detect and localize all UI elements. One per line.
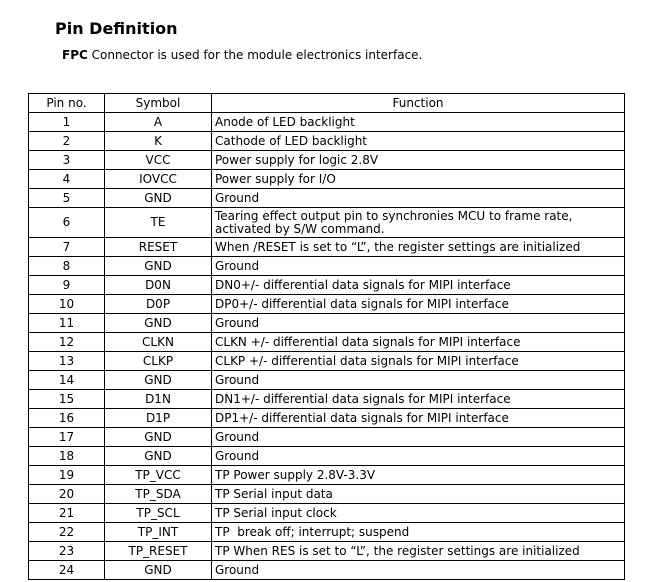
table-row (29, 333, 625, 352)
table-row (29, 561, 625, 580)
cell-symbol: GND (105, 561, 212, 580)
cell-pin: 24 (29, 561, 105, 580)
cell-function: DP0+/- differential data signals for MIPI interface (212, 295, 625, 314)
cell-function: Ground (212, 428, 625, 447)
cell-pin: 19 (29, 466, 105, 485)
cell-function: CLKP +/- differential data signals for MIPI interface (212, 352, 625, 371)
cell-symbol: GND (105, 428, 212, 447)
table-row (29, 485, 625, 504)
cell-function: DP1+/- differential data signals for MIPI interface (212, 409, 625, 428)
cell-symbol: GND (105, 314, 212, 333)
cell-symbol: GND (105, 447, 212, 466)
cell-symbol: IOVCC (105, 170, 212, 189)
cell-symbol: D1P (105, 409, 212, 428)
cell-function: Ground (212, 257, 625, 276)
table-row (29, 276, 625, 295)
header-function: Function (212, 94, 625, 113)
cell-pin: 7 (29, 238, 105, 257)
cell-function: Ground (212, 561, 625, 580)
header-symbol: Symbol (105, 94, 212, 113)
table-row (29, 208, 625, 238)
cell-function: Power supply for I/O (212, 170, 625, 189)
cell-function: Tearing effect output pin to synchronies MCU to frame rate, activated by S/W command. (212, 208, 625, 238)
cell-function: TP Power supply 2.8V-3.3V (212, 466, 625, 485)
cell-symbol: TP_VCC (105, 466, 212, 485)
cell-pin: 8 (29, 257, 105, 276)
cell-pin: 21 (29, 504, 105, 523)
table-row (29, 238, 625, 257)
cell-pin: 3 (29, 151, 105, 170)
cell-function: Cathode of LED backlight (212, 132, 625, 151)
table-row (29, 371, 625, 390)
cell-symbol: VCC (105, 151, 212, 170)
cell-symbol: TE (105, 208, 212, 238)
table-row (29, 409, 625, 428)
cell-symbol: D0N (105, 276, 212, 295)
page-title: Pin Definition (55, 19, 178, 38)
intro-strong: FPC (62, 48, 88, 62)
cell-symbol: CLKP (105, 352, 212, 371)
cell-function: Power supply for logic 2.8V (212, 151, 625, 170)
cell-pin: 16 (29, 409, 105, 428)
cell-symbol: D1N (105, 390, 212, 409)
table-row (29, 314, 625, 333)
table-row (29, 504, 625, 523)
intro-text (62, 47, 422, 63)
cell-pin: 18 (29, 447, 105, 466)
cell-pin: 14 (29, 371, 105, 390)
cell-function: Ground (212, 447, 625, 466)
cell-pin: 17 (29, 428, 105, 447)
table-row (29, 189, 625, 208)
cell-pin: 4 (29, 170, 105, 189)
header-pin-no: Pin no. (29, 94, 105, 113)
cell-function: TP break off; interrupt; suspend (212, 523, 625, 542)
table-row (29, 352, 625, 371)
table-row (29, 132, 625, 151)
cell-pin: 5 (29, 189, 105, 208)
cell-function: Ground (212, 189, 625, 208)
cell-symbol: GND (105, 189, 212, 208)
cell-pin: 10 (29, 295, 105, 314)
cell-pin: 23 (29, 542, 105, 561)
cell-function: Anode of LED backlight (212, 113, 625, 132)
cell-symbol: K (105, 132, 212, 151)
cell-symbol: GND (105, 371, 212, 390)
table-row (29, 466, 625, 485)
cell-function: CLKN +/- differential data signals for MIPI interface (212, 333, 625, 352)
table-row (29, 257, 625, 276)
table-row (29, 523, 625, 542)
cell-pin: 2 (29, 132, 105, 151)
cell-pin: 20 (29, 485, 105, 504)
cell-symbol: TP_SDA (105, 485, 212, 504)
intro-rest: Connector is used for the module electronics interface. (87, 48, 423, 62)
table-row (29, 428, 625, 447)
cell-function: DN1+/- differential data signals for MIPI interface (212, 390, 625, 409)
cell-pin: 11 (29, 314, 105, 333)
cell-function: When /RESET is set to “L”, the register settings are initialized (212, 238, 625, 257)
cell-function: Ground (212, 314, 625, 333)
cell-pin: 13 (29, 352, 105, 371)
cell-symbol: TP_SCL (105, 504, 212, 523)
cell-symbol: GND (105, 257, 212, 276)
cell-function: TP Serial input data (212, 485, 625, 504)
table-row (29, 447, 625, 466)
cell-pin: 6 (29, 208, 105, 238)
cell-symbol: D0P (105, 295, 212, 314)
cell-symbol: A (105, 113, 212, 132)
table-row (29, 542, 625, 561)
cell-function: Ground (212, 371, 625, 390)
cell-symbol: CLKN (105, 333, 212, 352)
table-row (29, 170, 625, 189)
pin-table (28, 93, 625, 580)
cell-function: TP When RES is set to “L”, the register settings are initialized (212, 542, 625, 561)
cell-pin: 22 (29, 523, 105, 542)
cell-function: TP Serial input clock (212, 504, 625, 523)
cell-pin: 15 (29, 390, 105, 409)
cell-symbol: TP_INT (105, 523, 212, 542)
cell-pin: 9 (29, 276, 105, 295)
table-header-row (29, 94, 625, 113)
cell-pin: 12 (29, 333, 105, 352)
cell-function: DN0+/- differential data signals for MIPI interface (212, 276, 625, 295)
cell-pin: 1 (29, 113, 105, 132)
table-row (29, 151, 625, 170)
table-row (29, 390, 625, 409)
cell-symbol: TP_RESET (105, 542, 212, 561)
cell-symbol: RESET (105, 238, 212, 257)
table-row (29, 295, 625, 314)
table-row (29, 113, 625, 132)
